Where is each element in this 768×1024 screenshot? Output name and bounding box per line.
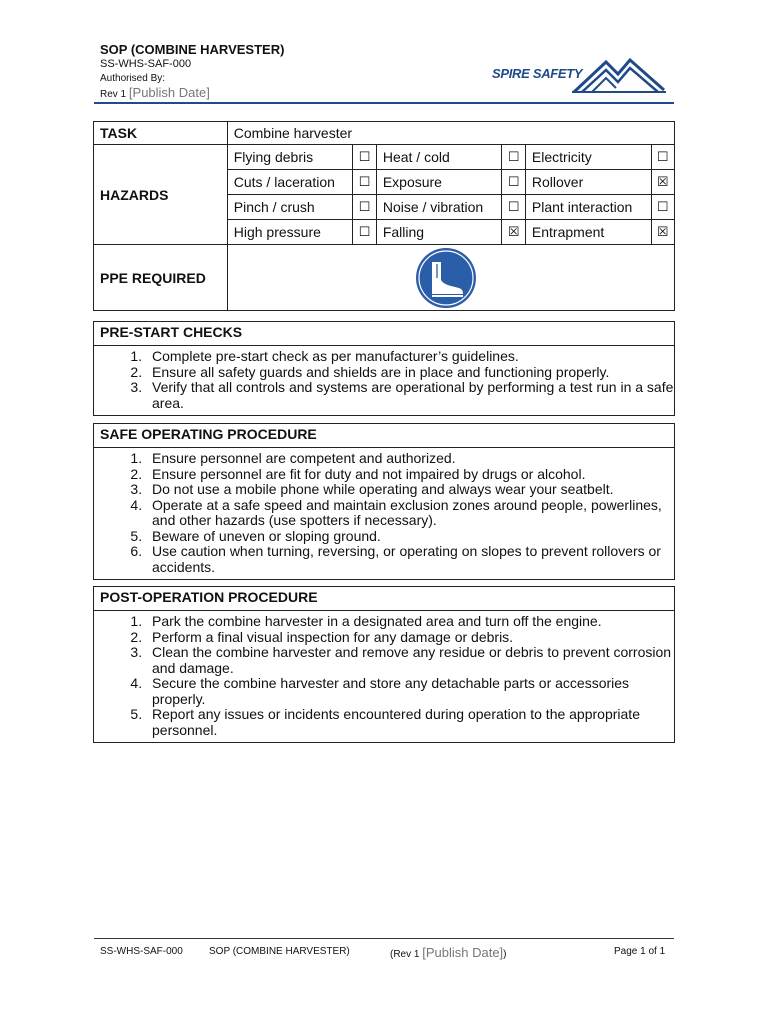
section-heading: PRE-START CHECKS — [94, 322, 674, 346]
header-rule — [94, 102, 674, 104]
hazard-checkbox[interactable]: ☐ — [353, 195, 376, 220]
mountain-logo-icon — [572, 56, 666, 94]
publish-date: [Publish Date] — [128, 85, 210, 100]
footer-rev-close: ) — [503, 949, 507, 960]
section-heading: POST-OPERATION PROCEDURE — [94, 587, 674, 611]
page-number: Page 1 of 1 — [614, 946, 666, 957]
footer-title: SOP (COMBINE HARVESTER) — [209, 946, 350, 957]
spire-safety-logo — [492, 56, 668, 96]
list-item: 6. Use caution when turning, reversing, or operating on slopes to prevent rollovers or accidents. — [146, 544, 674, 575]
revision-number: Rev 1 — [100, 89, 127, 100]
hazard-checkbox[interactable]: ☐ — [651, 195, 675, 220]
safe-operating-section — [93, 423, 675, 580]
ppe-cell — [227, 245, 674, 311]
list-item: 2. Ensure personnel are fit for duty and not impaired by drugs or alcohol. — [146, 467, 674, 483]
hazard-name: Noise / vibration — [376, 195, 502, 220]
hazard-name: Falling — [376, 220, 502, 245]
hazard-name: High pressure — [227, 220, 353, 245]
hazard-checkbox[interactable]: ☒ — [502, 220, 525, 245]
section-heading: SAFE OPERATING PROCEDURE — [94, 424, 674, 448]
hazards-label: HAZARDS — [94, 145, 228, 245]
footer-code: SS-WHS-SAF-000 — [100, 946, 183, 957]
authorised-by: Authorised By: — [100, 73, 166, 84]
list-item: 3. Do not use a mobile phone while operating and always wear your seatbelt. — [146, 482, 674, 498]
pre-start-checks-section — [93, 321, 675, 416]
hazard-name: Cuts / laceration — [227, 170, 353, 195]
list-item: 5. Beware of uneven or sloping ground. — [146, 529, 674, 545]
hazard-name: Electricity — [525, 145, 651, 170]
list-item: 1. Park the combine harvester in a designated area and turn off the engine. — [146, 614, 674, 630]
hazard-checkbox[interactable]: ☐ — [353, 220, 376, 245]
task-label: TASK — [94, 122, 228, 145]
hazard-name: Flying debris — [227, 145, 353, 170]
footer-publish-date: [Publish Date] — [422, 945, 504, 960]
list-item: 3. Clean the combine harvester and remove any residue or debris to prevent corrosion and damage. — [146, 645, 674, 676]
hazard-name: Pinch / crush — [227, 195, 353, 220]
pre-start-list — [94, 349, 674, 411]
hazard-checkbox[interactable]: ☐ — [651, 145, 675, 170]
hazard-checkbox[interactable]: ☐ — [502, 195, 525, 220]
task-value: Combine harvester — [227, 122, 674, 145]
hazard-name: Entrapment — [525, 220, 651, 245]
footer-revision — [390, 945, 507, 960]
hazard-name: Exposure — [376, 170, 502, 195]
document-code: SS-WHS-SAF-000 — [100, 58, 192, 70]
safe-operating-list — [94, 451, 674, 575]
document-title: SOP (COMBINE HARVESTER) — [100, 42, 285, 57]
logo-text: SPIRE SAFETY — [492, 66, 583, 81]
list-item: 3. Verify that all controls and systems are operational by performing a test run in a safe area. — [146, 380, 674, 411]
hazard-checkbox[interactable]: ☐ — [502, 170, 525, 195]
list-item: 5. Report any issues or incidents encountered during operation to the appropriate personnel. — [146, 707, 674, 738]
revision — [100, 85, 210, 100]
post-operation-section — [93, 586, 675, 743]
task-hazard-table — [93, 121, 675, 311]
list-item: 2. Ensure all safety guards and shields are in place and functioning properly. — [146, 365, 674, 381]
hazard-checkbox[interactable]: ☒ — [651, 220, 675, 245]
hazard-name: Heat / cold — [376, 145, 502, 170]
hazard-checkbox[interactable]: ☐ — [502, 145, 525, 170]
list-item: 2. Perform a final visual inspection for any damage or debris. — [146, 630, 674, 646]
list-item: 1. Complete pre-start check as per manufacturer’s guidelines. — [146, 349, 674, 365]
list-item: 4. Secure the combine harvester and store any detachable parts or accessories properly. — [146, 676, 674, 707]
hazard-checkbox[interactable]: ☐ — [353, 145, 376, 170]
hazard-name: Rollover — [525, 170, 651, 195]
hazard-checkbox[interactable]: ☐ — [353, 170, 376, 195]
safety-boots-icon — [415, 248, 477, 308]
hazard-name: Plant interaction — [525, 195, 651, 220]
hazard-checkbox[interactable]: ☒ — [651, 170, 675, 195]
list-item: 4. Operate at a safe speed and maintain exclusion zones around people, powerlines, and other hazards (use spotters if necessary). — [146, 498, 674, 529]
footer-rev: (Rev 1 — [390, 949, 420, 960]
footer-rule — [94, 938, 674, 939]
post-operation-list — [94, 614, 674, 738]
list-item: 1. Ensure personnel are competent and authorized. — [146, 451, 674, 467]
ppe-label: PPE REQUIRED — [94, 245, 228, 311]
